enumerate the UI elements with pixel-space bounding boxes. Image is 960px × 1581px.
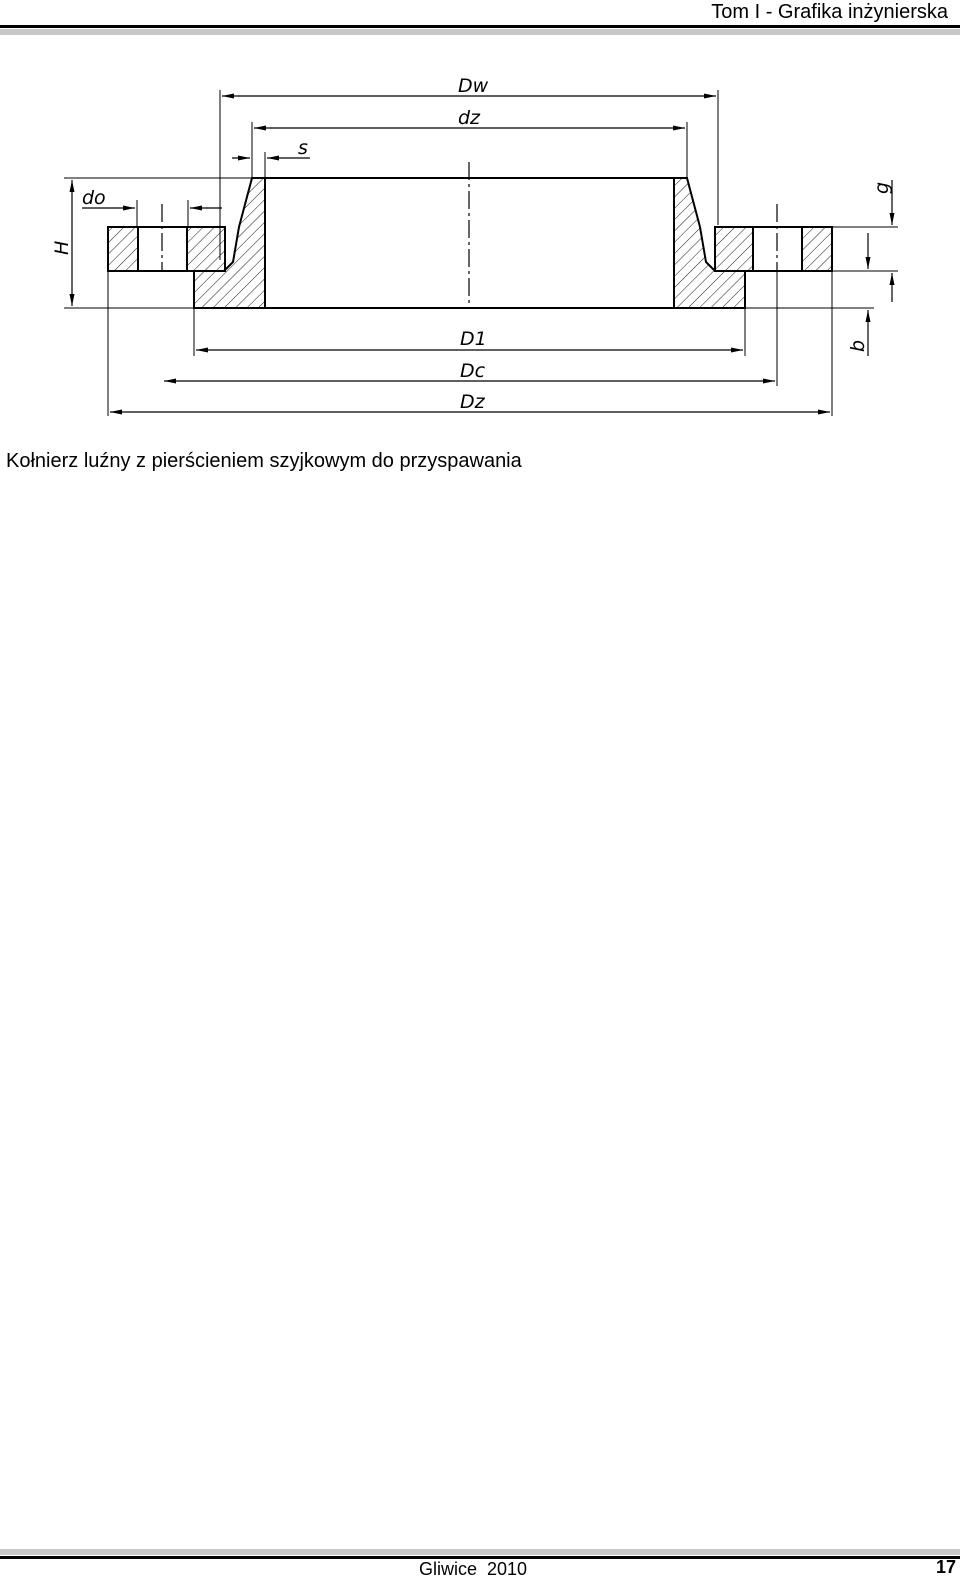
label-s: s xyxy=(298,137,308,159)
right-flange-ring xyxy=(715,227,832,271)
label-Dz: Dz xyxy=(460,391,485,413)
flange-drawing xyxy=(0,60,960,430)
label-H: H xyxy=(51,240,73,255)
label-D1: D1 xyxy=(460,328,487,350)
label-Dc: Dc xyxy=(460,360,486,382)
label-Dw: Dw xyxy=(458,75,489,97)
header-title: Tom I - Grafika inżynierska xyxy=(711,1,948,23)
label-g: g xyxy=(871,181,893,194)
label-dz: dz xyxy=(458,107,481,129)
page-number: 17 xyxy=(935,1557,956,1577)
left-flange-ring xyxy=(108,227,225,271)
label-do: do xyxy=(82,187,106,209)
header-rule xyxy=(0,25,960,35)
label-b: b xyxy=(847,339,869,352)
figure-caption: Kołnierz luźny z pierścieniem szyjkowym do przyspawania xyxy=(6,450,522,472)
footer-place-year: Gliwice 2010 xyxy=(419,1559,528,1579)
